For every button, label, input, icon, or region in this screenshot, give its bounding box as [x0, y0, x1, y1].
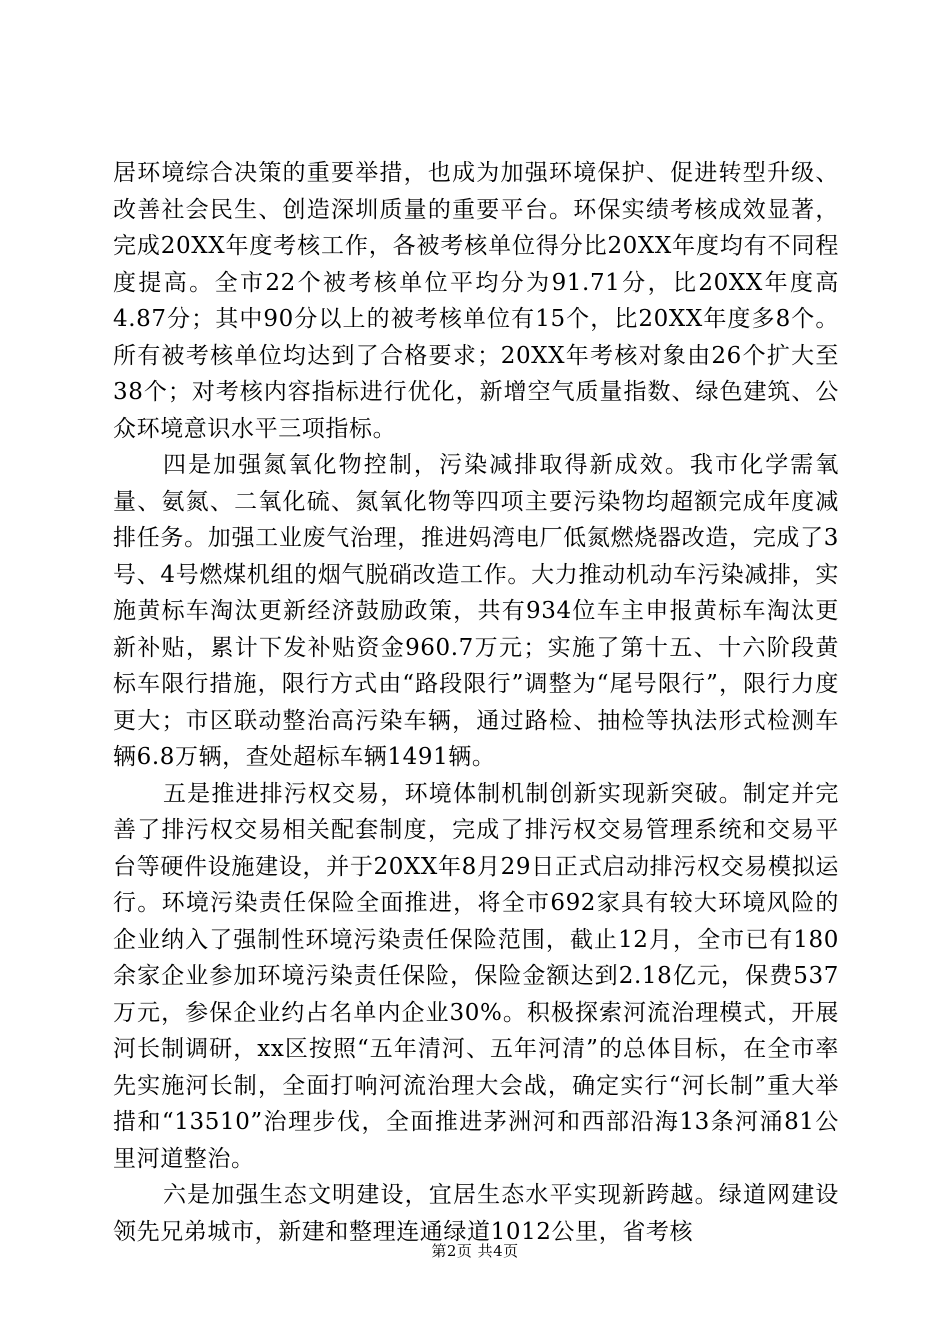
- paragraph-continued: 居环境综合决策的重要举措，也成为加强环境保护、促进转型升级、改善社会民生、创造深圳质量的重要平台。环保实绩考核成效显著，完成20XX年度考核工作，各被考核单位得分比20XX年度均有不同程度提高。全市22个被考核单位平均分为91.71分，比20XX年度高4.87分；其中90分以上的被考核单位有15个，比20XX年度多8个。所有被考核单位均达到了合格要求；20XX年考核对象由26个扩大至38个；对考核内容指标进行优化，新增空气质量指数、绿色建筑、公众环境意识水平三项指标。: [113, 160, 839, 442]
- document-body: [113, 155, 839, 1250]
- paragraph-six: 六是加强生态文明建设，宜居生态水平实现新跨越。绿道网建设领先兄弟城市，新建和整理连通绿道1012公里，省考核: [113, 1182, 839, 1245]
- page-footer: 第2页 共4页: [431, 1242, 519, 1260]
- paragraph-five: 五是推进排污权交易，环境体制机制创新实现新突破。制定并完善了排污权交易相关配套制度，完成了排污权交易管理系统和交易平台等硬件设施建设，并于20XX年8月29日正式启动排污权交易模拟运行。环境污染责任保险全面推进，将全市692家具有较大环境风险的企业纳入了强制性环境污染责任保险范围，截止12月，全市已有180余家企业参加环境污染责任保险，保险金额达到2.18亿元，保费537万元，参保企业约占名单内企业30%。积极探索河流治理模式，开展河长制调研，xx区按照“五年清河、五年河清”的总体目标，在全市率先实施河长制，全面打响河流治理大会战，确定实行“河长制”重大举措和“13510”治理步伐，全面推进茅洲河和西部沿海13条河涌81公里河道整治。: [113, 780, 839, 1172]
- paragraph-four: 四是加强氮氧化物控制，污染减排取得新成效。我市化学需氧量、氨氮、二氧化硫、氮氧化物等四项主要污染物均超额完成年度减排任务。加强工业废气治理，推进妈湾电厂低氮燃烧器改造，完成了3号、4号燃煤机组的烟气脱硝改造工作。大力推动机动车污染减排，实施黄标车淘汰更新经济鼓励政策，共有934位车主申报黄标车淘汰更新补贴，累计下发补贴资金960.7万元；实施了第十五、十六阶段黄标车限行措施，限行方式由“路段限行”调整为“尾号限行”，限行力度更大；市区联动整治高污染车辆，通过路检、抽检等执法形式检测车辆6.8万辆，查处超标车辆1491辆。: [113, 452, 839, 770]
